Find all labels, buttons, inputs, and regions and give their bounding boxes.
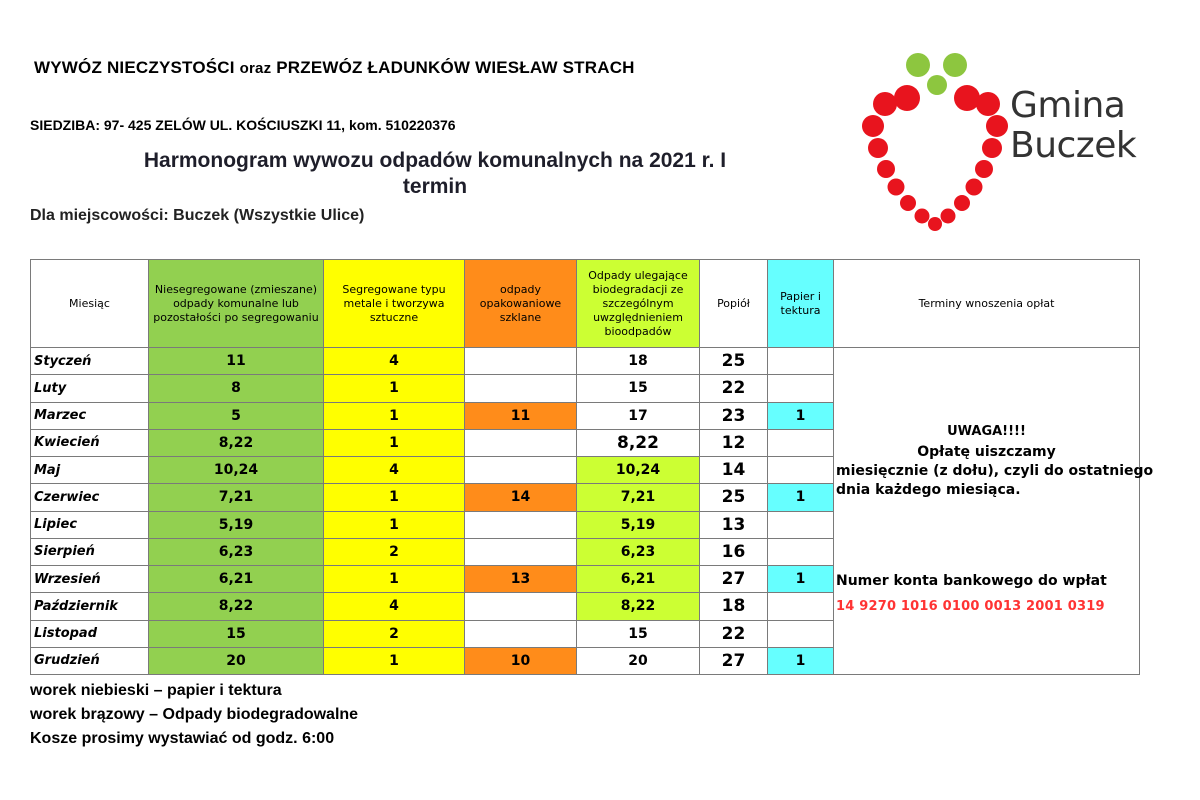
- cell-glass: [465, 429, 577, 456]
- cell-glass: [465, 620, 577, 647]
- cell-bio: 7,21: [577, 484, 700, 511]
- header-mixed: Niesegregowane (zmieszane) odpady komunalne lub pozostałości po segregowaniu: [149, 260, 324, 348]
- header-month: Miesiąc: [31, 260, 149, 348]
- cell-mixed: 5: [149, 402, 324, 429]
- account-label: Numer konta bankowego do wpłat: [836, 573, 1107, 589]
- cell-ash: 13: [700, 511, 768, 538]
- account-number: 14 9270 1016 0100 0013 2001 0319: [836, 599, 1105, 614]
- cell-bio: 8,22: [577, 593, 700, 620]
- cell-month: Listopad: [31, 620, 149, 647]
- company-rest: PRZEWÓZ ŁADUNKÓW WIESŁAW STRACH: [276, 58, 635, 77]
- cell-ash: 25: [700, 484, 768, 511]
- cell-paper: [768, 620, 834, 647]
- cell-paper: [768, 375, 834, 402]
- cell-glass: 13: [465, 566, 577, 593]
- cell-mixed: 20: [149, 647, 324, 674]
- cell-mixed: 8: [149, 375, 324, 402]
- cell-bio: 20: [577, 647, 700, 674]
- cell-metal: 4: [324, 348, 465, 375]
- cell-month: Maj: [31, 457, 149, 484]
- cell-glass: [465, 375, 577, 402]
- cell-glass: 11: [465, 402, 577, 429]
- footer-line-1: worek niebieski – papier i tektura: [30, 682, 282, 699]
- page-title: [40, 148, 830, 200]
- company-oraz: oraz: [239, 60, 272, 77]
- cell-bio: 17: [577, 402, 700, 429]
- header-glass: odpady opakowaniowe szklane: [465, 260, 577, 348]
- cell-ash: 18: [700, 593, 768, 620]
- cell-metal: 2: [324, 538, 465, 565]
- notice-line-2: miesięcznie (z dołu), czyli do ostatniego: [836, 463, 1154, 479]
- header-fees: Terminy wnoszenia opłat: [834, 260, 1140, 348]
- company-name: [34, 58, 635, 78]
- cell-month: Czerwiec: [31, 484, 149, 511]
- cell-mixed: 8,22: [149, 429, 324, 456]
- cell-ash: 23: [700, 402, 768, 429]
- cell-ash: 22: [700, 375, 768, 402]
- cell-ash: 22: [700, 620, 768, 647]
- fees-cell: [834, 348, 1154, 675]
- cell-metal: 4: [324, 457, 465, 484]
- cell-month: Marzec: [31, 402, 149, 429]
- cell-ash: 16: [700, 538, 768, 565]
- cell-paper: [768, 511, 834, 538]
- footer-notes: [30, 679, 358, 751]
- cell-paper: 1: [768, 402, 834, 429]
- cell-mixed: 5,19: [149, 511, 324, 538]
- cell-paper: 1: [768, 647, 834, 674]
- cell-ash: 14: [700, 457, 768, 484]
- cell-month: Październik: [31, 593, 149, 620]
- table-row: [31, 348, 1140, 375]
- company-main: WYWÓZ NIECZYSTOŚCI: [34, 58, 235, 77]
- header-row: [31, 260, 1140, 348]
- cell-bio: 5,19: [577, 511, 700, 538]
- cell-metal: 1: [324, 511, 465, 538]
- cell-paper: [768, 593, 834, 620]
- cell-metal: 1: [324, 647, 465, 674]
- fees-content: [834, 348, 1154, 674]
- cell-mixed: 7,21: [149, 484, 324, 511]
- cell-bio: 6,23: [577, 538, 700, 565]
- cell-glass: 10: [465, 647, 577, 674]
- cell-mixed: 15: [149, 620, 324, 647]
- logo-line-2: Buczek: [1010, 125, 1137, 166]
- cell-month: Wrzesień: [31, 566, 149, 593]
- cell-paper: [768, 538, 834, 565]
- cell-metal: 1: [324, 375, 465, 402]
- cell-metal: 4: [324, 593, 465, 620]
- cell-ash: 25: [700, 348, 768, 375]
- cell-glass: [465, 593, 577, 620]
- footer-line-2: worek brązowy – Odpady biodegradowalne: [30, 706, 359, 723]
- logo-text: [1010, 86, 1136, 166]
- cell-metal: 1: [324, 429, 465, 456]
- cell-month: Grudzień: [31, 647, 149, 674]
- cell-bio: 6,21: [577, 566, 700, 593]
- logo-line-1: Gmina: [1010, 85, 1126, 126]
- cell-bio: 10,24: [577, 457, 700, 484]
- notice-line-3: dnia każdego miesiąca.: [836, 482, 1021, 498]
- cell-month: Luty: [31, 375, 149, 402]
- cell-mixed: 10,24: [149, 457, 324, 484]
- header-paper: Papier i tektura: [768, 260, 834, 348]
- cell-mixed: 11: [149, 348, 324, 375]
- cell-ash: 12: [700, 429, 768, 456]
- cell-metal: 1: [324, 566, 465, 593]
- cell-glass: 14: [465, 484, 577, 511]
- cell-paper: 1: [768, 484, 834, 511]
- cell-metal: 2: [324, 620, 465, 647]
- cell-metal: 1: [324, 402, 465, 429]
- cell-mixed: 8,22: [149, 593, 324, 620]
- cell-bio: 8,22: [577, 429, 700, 456]
- logo-strawberry-icon: [862, 85, 1008, 231]
- footer-line-3: Kosze prosimy wystawiać od godz. 6:00: [30, 730, 335, 747]
- cell-month: Lipiec: [31, 511, 149, 538]
- title-line-2: termin: [402, 175, 468, 198]
- schedule-table: [30, 259, 1154, 675]
- header-bio: Odpady ulegające biodegradacji ze szczególnym uwzględnieniem bioodpadów: [577, 260, 700, 348]
- cell-paper: [768, 429, 834, 456]
- cell-month: Kwiecień: [31, 429, 149, 456]
- cell-paper: 1: [768, 566, 834, 593]
- cell-paper: [768, 348, 834, 375]
- cell-bio: 18: [577, 348, 700, 375]
- cell-glass: [465, 348, 577, 375]
- cell-glass: [465, 457, 577, 484]
- header-ash: Popiół: [700, 260, 768, 348]
- cell-glass: [465, 538, 577, 565]
- company-seat: SIEDZIBA: 97- 425 ZELÓW UL. KOŚCIUSZKI 11, kom. 510220376: [30, 117, 456, 133]
- cell-glass: [465, 511, 577, 538]
- cell-ash: 27: [700, 566, 768, 593]
- cell-mixed: 6,21: [149, 566, 324, 593]
- notice-title: UWAGA!!!!: [947, 424, 1026, 439]
- cell-metal: 1: [324, 484, 465, 511]
- locality: Dla miejscowości: Buczek (Wszystkie Ulice): [30, 207, 365, 224]
- cell-bio: 15: [577, 375, 700, 402]
- title-line-1: Harmonogram wywozu odpadów komunalnych na 2021 r. I: [143, 149, 727, 172]
- cell-month: Sierpień: [31, 538, 149, 565]
- cell-bio: 15: [577, 620, 700, 647]
- cell-ash: 27: [700, 647, 768, 674]
- cell-mixed: 6,23: [149, 538, 324, 565]
- notice-line-1: Opłatę uiszczamy: [917, 444, 1056, 460]
- cell-month: Styczeń: [31, 348, 149, 375]
- header-metal-plastic: Segregowane typu metale i tworzywa sztuczne: [324, 260, 465, 348]
- cell-paper: [768, 457, 834, 484]
